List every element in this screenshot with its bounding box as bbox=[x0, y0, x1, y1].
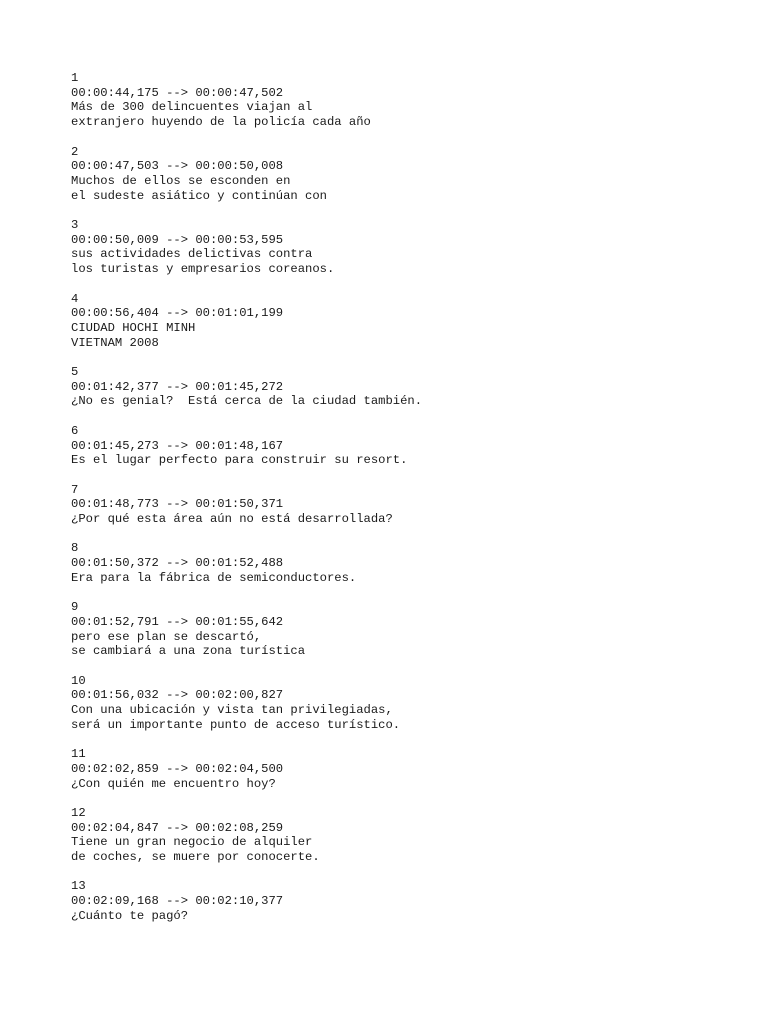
cue-text-line: será un importante punto de acceso turístico. bbox=[71, 717, 401, 732]
subtitle-cue bbox=[71, 71, 751, 130]
subtitle-document bbox=[71, 71, 751, 938]
cue-timing: 00:02:09,168 --> 00:02:10,377 bbox=[71, 894, 284, 909]
cue-index: 12 bbox=[71, 805, 86, 820]
cue-timing: 00:01:50,372 --> 00:01:52,488 bbox=[71, 556, 284, 571]
cue-text-line: ¿Cuánto te pagó? bbox=[71, 908, 189, 923]
subtitle-cue bbox=[71, 483, 751, 527]
cue-index: 9 bbox=[71, 600, 79, 615]
cue-index: 5 bbox=[71, 365, 79, 379]
cue-text-line: Tiene un gran negocio de alquiler bbox=[71, 835, 313, 850]
cue-text-line: Más de 300 delincuentes viajan al bbox=[71, 100, 313, 115]
cue-timing: 00:02:04,847 --> 00:02:08,259 bbox=[71, 820, 284, 835]
subtitle-cue bbox=[71, 879, 751, 923]
cue-text-line: el sudeste asiático y continúan con bbox=[71, 188, 327, 203]
cue-index: 3 bbox=[71, 218, 79, 232]
cue-index: 7 bbox=[71, 482, 79, 497]
cue-index: 10 bbox=[71, 673, 86, 688]
subtitle-cue bbox=[71, 145, 751, 204]
subtitle-cue bbox=[71, 292, 751, 351]
cue-index: 2 bbox=[71, 144, 79, 159]
cue-text-line: Es el lugar perfecto para construir su resort. bbox=[71, 453, 408, 468]
cue-index: 13 bbox=[71, 879, 86, 894]
cue-timing: 00:01:56,032 --> 00:02:00,827 bbox=[71, 688, 284, 703]
cue-index: 6 bbox=[71, 423, 79, 438]
subtitle-cue bbox=[71, 674, 751, 733]
cue-timing: 00:02:02,859 --> 00:02:04,500 bbox=[71, 761, 284, 776]
cue-text-line: extranjero huyendo de la policía cada año bbox=[71, 115, 371, 130]
cue-text-line: los turistas y empresarios coreanos. bbox=[71, 262, 335, 277]
subtitle-cue bbox=[71, 541, 751, 585]
cue-index: 8 bbox=[71, 541, 79, 556]
subtitle-cue bbox=[71, 424, 751, 468]
cue-index: 4 bbox=[71, 291, 79, 306]
subtitle-cue bbox=[71, 365, 751, 409]
cue-timing: 00:00:50,009 --> 00:00:53,595 bbox=[71, 232, 284, 247]
subtitle-cue bbox=[71, 806, 751, 865]
subtitle-cue bbox=[71, 747, 751, 791]
cue-text-line: ¿Con quién me encuentro hoy? bbox=[71, 776, 276, 791]
cue-index: 11 bbox=[71, 747, 86, 762]
cue-text-line: pero ese plan se descartó, bbox=[71, 629, 262, 644]
cue-text-line: CIUDAD HOCHI MINH bbox=[71, 320, 196, 335]
cue-index: 1 bbox=[71, 71, 79, 85]
cue-text-line: Era para la fábrica de semiconductores. bbox=[71, 570, 357, 585]
cue-text-line: VIETNAM 2008 bbox=[71, 335, 159, 350]
cue-text-line: sus actividades delictivas contra bbox=[71, 247, 313, 262]
cue-timing: 00:01:52,791 --> 00:01:55,642 bbox=[71, 614, 284, 629]
cue-timing: 00:01:42,377 --> 00:01:45,272 bbox=[71, 379, 284, 394]
cue-timing: 00:01:48,773 --> 00:01:50,371 bbox=[71, 497, 284, 512]
subtitle-cue bbox=[71, 218, 751, 277]
cue-text-line: Muchos de ellos se esconden en bbox=[71, 173, 291, 188]
cue-timing: 00:00:47,503 --> 00:00:50,008 bbox=[71, 159, 284, 174]
cue-text-line: se cambiará a una zona turística bbox=[71, 644, 306, 659]
cue-timing: 00:00:56,404 --> 00:01:01,199 bbox=[71, 306, 284, 321]
subtitle-cue bbox=[71, 600, 751, 659]
cue-timing: 00:00:44,175 --> 00:00:47,502 bbox=[71, 85, 284, 100]
cue-text-line: ¿Por qué esta área aún no está desarrollada? bbox=[71, 512, 393, 526]
cue-text-line: ¿No es genial? Está cerca de la ciudad también. bbox=[71, 394, 423, 409]
cue-timing: 00:01:45,273 --> 00:01:48,167 bbox=[71, 438, 284, 453]
cue-text-line: de coches, se muere por conocerte. bbox=[71, 850, 320, 865]
cue-text-line: Con una ubicación y vista tan privilegiadas, bbox=[71, 703, 393, 718]
